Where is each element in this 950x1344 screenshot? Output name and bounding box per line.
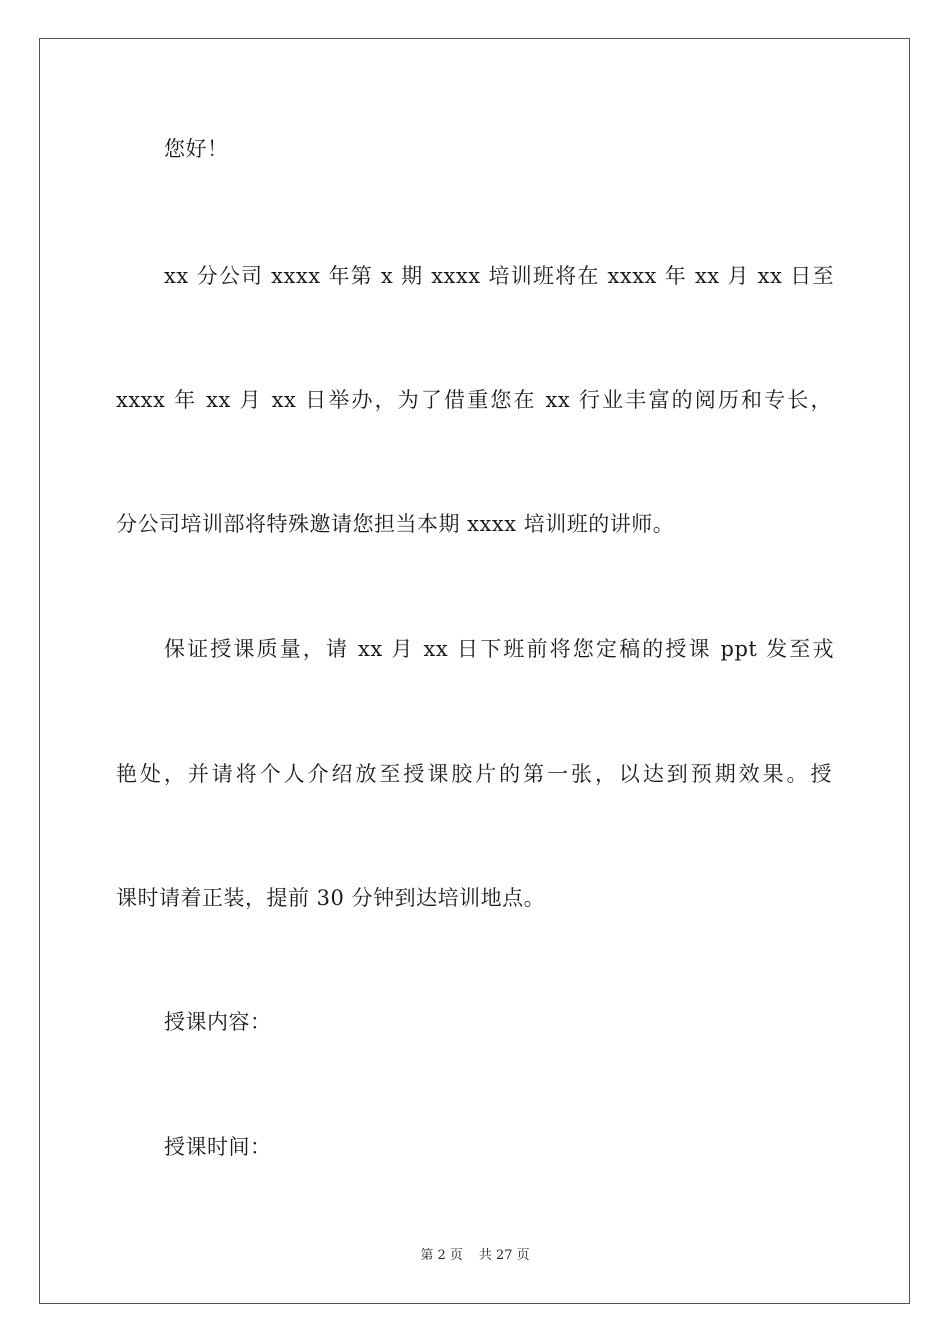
page-frame	[39, 38, 910, 1304]
page-footer	[0, 1247, 950, 1265]
greeting-line: 您好！	[164, 137, 229, 161]
total-pages: 共 27 页	[478, 1248, 530, 1263]
paragraph-1-line-3: 分公司培训部将特殊邀请您担当本期 xxxx 培训班的讲师。	[116, 512, 675, 536]
paragraph-1-line-1: xx 分公司 xxxx 年第 x 期 xxxx 培训班将在 xxxx 年 xx 月 xx 日至	[164, 264, 834, 288]
paragraph-2-line-1: 保证授课质量，请 xx 月 xx 日下班前将您定稿的授课 ppt 发至戎	[164, 637, 834, 661]
course-content-label: 授课内容：	[164, 1010, 272, 1034]
paragraph-1-line-2: xxxx 年 xx 月 xx 日举办，为了借重您在 xx 行业丰富的阅历和专长，	[116, 388, 832, 412]
course-time-label: 授课时间：	[164, 1135, 272, 1159]
paragraph-2-line-3: 课时请着正装，提前 30 分钟到达培训地点。	[116, 886, 546, 910]
paragraph-2-line-2: 艳处，并请将个人介绍放至授课胶片的第一张，以达到预期效果。授	[116, 762, 832, 786]
page-number: 第 2 页	[420, 1248, 463, 1263]
